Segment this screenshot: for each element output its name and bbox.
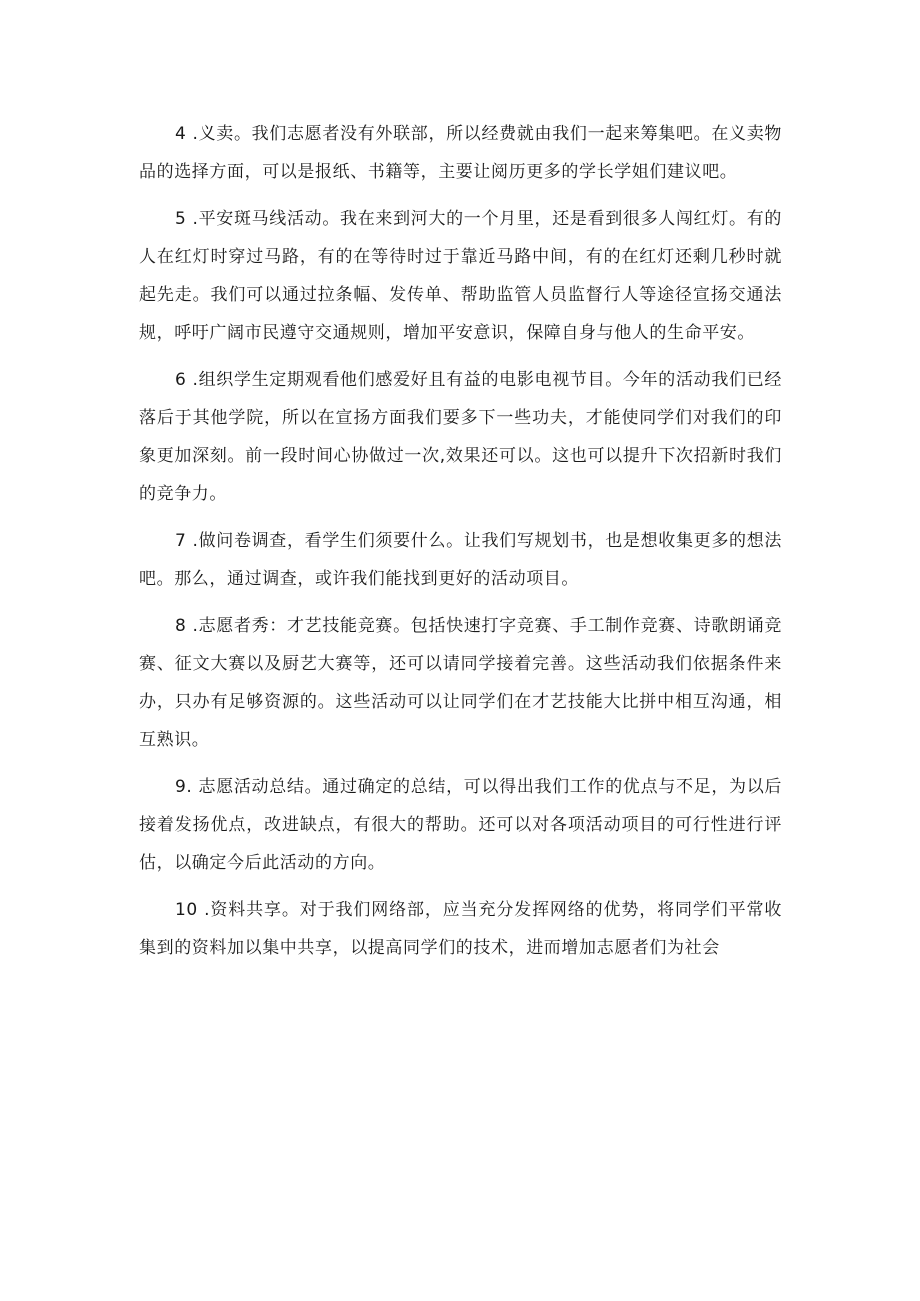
- paragraph-item-10: 10 .资料共享。对于我们网络部，应当充分发挥网络的优势，将同学们平常收集到的资料加以集中共享，以提高同学们的技术，进而增加志愿者们为社会: [139, 900, 782, 958]
- paragraph-item-7: 7 .做问卷调查，看学生们须要什么。让我们写规划书，也是想收集更多的想法吧。那么，通过调查，或许我们能找到更好的活动项目。: [139, 531, 782, 589]
- paragraph-item-8: 8 .志愿者秀：才艺技能竞赛。包括快速打字竞赛、手工制作竞赛、诗歌朗诵竞赛、征文大赛以及厨艺大赛等，还可以请同学接着完善。这些活动我们依据条件来办，只办有足够资源的。这些活动可以让同学们在才艺技能大比拼中相互沟通，相互熟识。: [139, 616, 782, 750]
- paragraph-item-5: 5 .平安斑马线活动。我在来到河大的一个月里，还是看到很多人闯红灯。有的人在红灯时穿过马路，有的在等待时过于靠近马路中间，有的在红灯还剩几秒时就起先走。我们可以通过拉条幅、发传单、帮助监管人员监督行人等途径宣扬交通法规，呼吁广阔市民遵守交通规则，增加平安意识，保障自身与他人的生命平安。: [139, 209, 782, 343]
- document-body: [139, 115, 782, 976]
- paragraph-item-4: 4 .义卖。我们志愿者没有外联部，所以经费就由我们一起来筹集吧。在义卖物品的选择方面，可以是报纸、书籍等，主要让阅历更多的学长学姐们建议吧。: [139, 124, 782, 182]
- paragraph-item-9: 9. 志愿活动总结。通过确定的总结，可以得出我们工作的优点与不足，为以后接着发扬优点，改进缺点，有很大的帮助。还可以对各项活动项目的可行性进行评估，以确定今后此活动的方向。: [139, 777, 782, 873]
- paragraph-item-6: 6 .组织学生定期观看他们感爱好且有益的电影电视节目。今年的活动我们已经落后于其他学院，所以在宣扬方面我们要多下一些功夫，才能使同学们对我们的印象更加深刻。前一段时间心协做过一次,效果还可以。这也可以提升下次招新时我们的竞争力。: [139, 370, 782, 504]
